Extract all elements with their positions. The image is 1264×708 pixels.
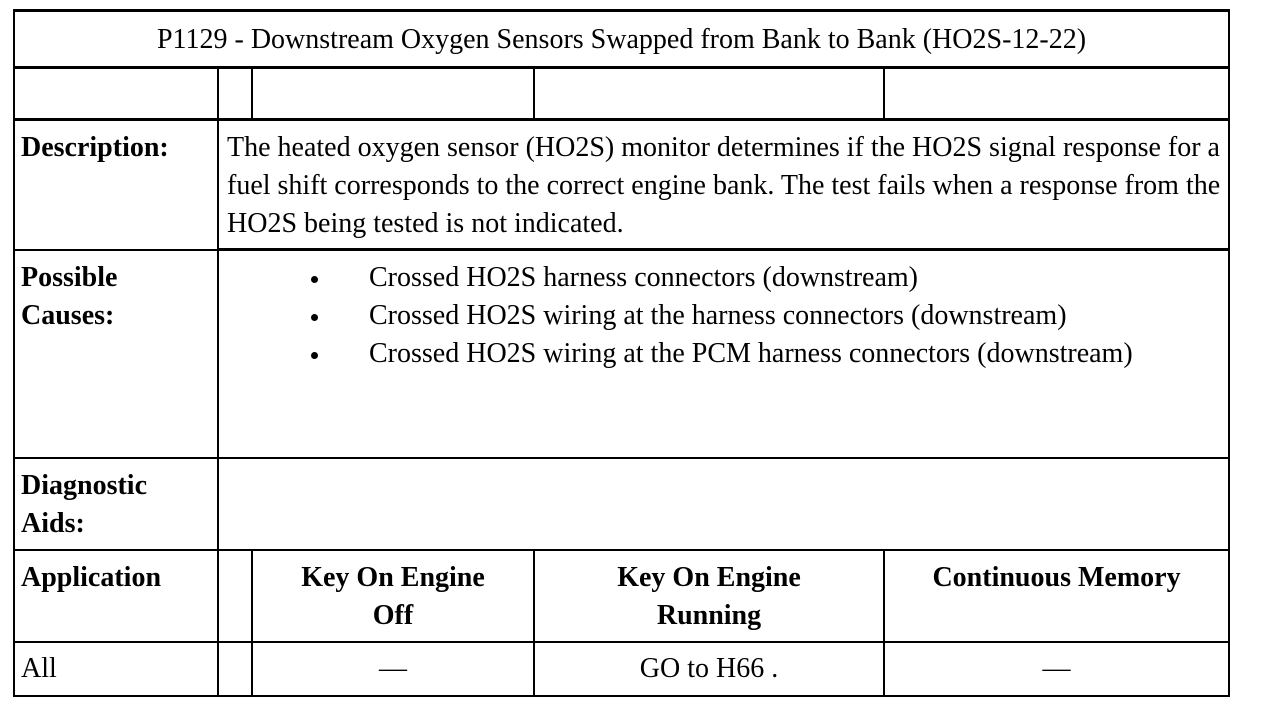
possible-causes-label-line2: Causes: xyxy=(21,299,115,331)
koer-header xyxy=(534,550,884,642)
diagnostic-aids-row xyxy=(14,458,1229,550)
dtc-title: P1129 - Downstream Oxygen Sensors Swapped from Bank to Bank (HO2S-12-22) xyxy=(14,11,1229,68)
possible-causes-row xyxy=(14,250,1229,458)
description-label xyxy=(14,120,218,250)
possible-causes-label-line1: Possible xyxy=(21,261,118,293)
spacer-cell xyxy=(884,68,1229,120)
cause-item: • Crossed HO2S harness connectors (downstream) xyxy=(331,259,1222,297)
blank-column-cell xyxy=(218,642,252,696)
dtc-table xyxy=(13,9,1230,697)
koer-header-line2: Running xyxy=(656,599,762,631)
description-text-cell xyxy=(218,120,1229,250)
cause-item: • Crossed HO2S wiring at the harness connectors (downstream) xyxy=(331,297,1222,335)
application-header xyxy=(14,550,218,642)
koeo-header-line1: Key On Engine xyxy=(301,561,485,593)
koeo-header-line2: Off xyxy=(372,599,414,631)
cause-item: • Crossed HO2S wiring at the PCM harness connectors (downstream) xyxy=(331,335,1222,373)
continuous-memory-header xyxy=(884,550,1229,642)
koer-header-line1: Key On Engine xyxy=(617,561,801,593)
koeo-header xyxy=(252,550,534,642)
possible-causes-cell xyxy=(218,250,1229,458)
title-row xyxy=(14,11,1229,68)
continuous-memory-header-text: Continuous Memory xyxy=(932,561,1181,593)
description-label-text: Description: xyxy=(21,132,169,163)
description-text: The heated oxygen sensor (HO2S) monitor determines if the HO2S signal response for a fuel shift corresponds to the correct engine bank. The test fails when a response from the HO2S being tested is not indicated. xyxy=(227,132,1221,239)
possible-causes-label xyxy=(14,250,218,458)
spacer-cell xyxy=(252,68,534,120)
application-header-text: Application xyxy=(21,561,162,593)
application-header-row xyxy=(14,550,1229,642)
diagnostic-aids-cell xyxy=(218,458,1229,550)
spacer-cell xyxy=(14,68,218,120)
diagnostic-aids-label xyxy=(14,458,218,550)
spacer-cell xyxy=(218,68,252,120)
continuous-memory-value: — xyxy=(884,642,1229,696)
blank-column-header xyxy=(218,550,252,642)
spacer-cell xyxy=(534,68,884,120)
spacer-row xyxy=(14,68,1229,120)
diagnostic-aids-label-line2: Aids: xyxy=(21,507,85,539)
description-row xyxy=(14,120,1229,250)
diagnostic-aids-label-line1: Diagnostic xyxy=(21,469,147,501)
application-value: All xyxy=(14,642,218,696)
koeo-value: — xyxy=(252,642,534,696)
application-data-row xyxy=(14,642,1229,696)
koer-value: GO to H66 . xyxy=(534,642,884,696)
possible-causes-list xyxy=(225,259,1222,373)
